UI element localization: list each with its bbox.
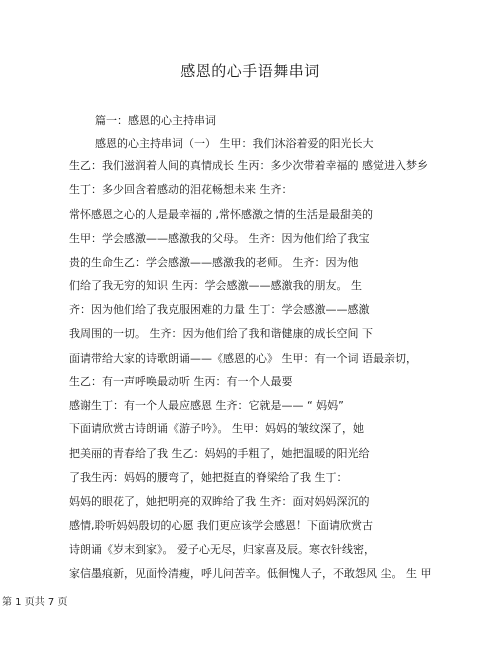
text-line: 贵的生命生乙：学会感激——感激我的老师。 生齐：因为他 — [69, 256, 359, 269]
text-line: 我周围的一切。 生齐：因为他们给了我和谐健康的成长空间 下 — [69, 327, 373, 340]
text-line: 生甲：学会感激——感激我的父母。 生齐：因为他们给了我宝 — [69, 232, 370, 245]
text-line: 家信墨痕新，见面怜清瘦，呼儿问苦辛。低徊愧人子，不敢怨风 尘。 生 甲 — [69, 567, 432, 580]
text-line: 把美丽的青春给了我 生乙：妈妈的手粗了，她把温暖的阳光给 — [69, 447, 370, 460]
text-line: 感谢生丁：有一个人最应感恩 生齐：它就是—— “ 妈妈” — [69, 399, 344, 412]
page-footer — [2, 596, 67, 610]
text-line: 感恩的心主持串词（一） 生甲：我们沐浴着爱的阳光长大 — [95, 137, 374, 150]
text-line: 生丁：多少回含着感动的泪花畅想未来 生齐： — [69, 183, 293, 196]
text-line: 篇一：感恩的心主持串词 — [95, 114, 216, 127]
text-line: 们给了我无穷的知识 生丙：学会感激——感激我的朋友。 生 — [69, 279, 362, 292]
document-title: 感恩的心手语舞串词 — [180, 62, 320, 80]
text-line: 妈妈的眼花了，她把明亮的双眸给了我 生齐：面对妈妈深沉的 — [69, 495, 370, 508]
text-line: 感情,聆听妈妈殷切的心愿 我们更应该学会感恩！下面请欣赏古 — [69, 519, 373, 532]
text-line: 常怀感恩之心的人是最幸福的 ,常怀感激之情的生活是最甜美的 — [69, 208, 373, 221]
text-line: 面请带给大家的诗歌朗诵——《感恩的心》 生甲：有一个词 语最亲切， — [69, 352, 417, 365]
text-line: 了我生丙：妈妈的腰弯了，她把挺直的脊梁给了我 生丁： — [69, 471, 348, 484]
page-number-info: 第 1 页共 7 页 — [2, 597, 68, 608]
text-line: 生乙：有一声呼唤最动听 生丙：有一个人最要 — [69, 375, 293, 388]
text-line: 生乙：我们滋润着人间的真情成长 生丙：多少次带着幸福的 感觉进入梦乡 — [69, 159, 428, 172]
text-line: 齐：因为他们给了我克服困难的力量 生丁：学会感激——感激 — [69, 303, 370, 316]
text-line: 下面请欣赏古诗朗诵《游子吟》。 生甲：妈妈的皱纹深了，她 — [69, 422, 364, 435]
text-line: 诗朗诵《岁末到家》。 爱子心无尽，归家喜及辰。寒衣针线密， — [69, 543, 375, 556]
